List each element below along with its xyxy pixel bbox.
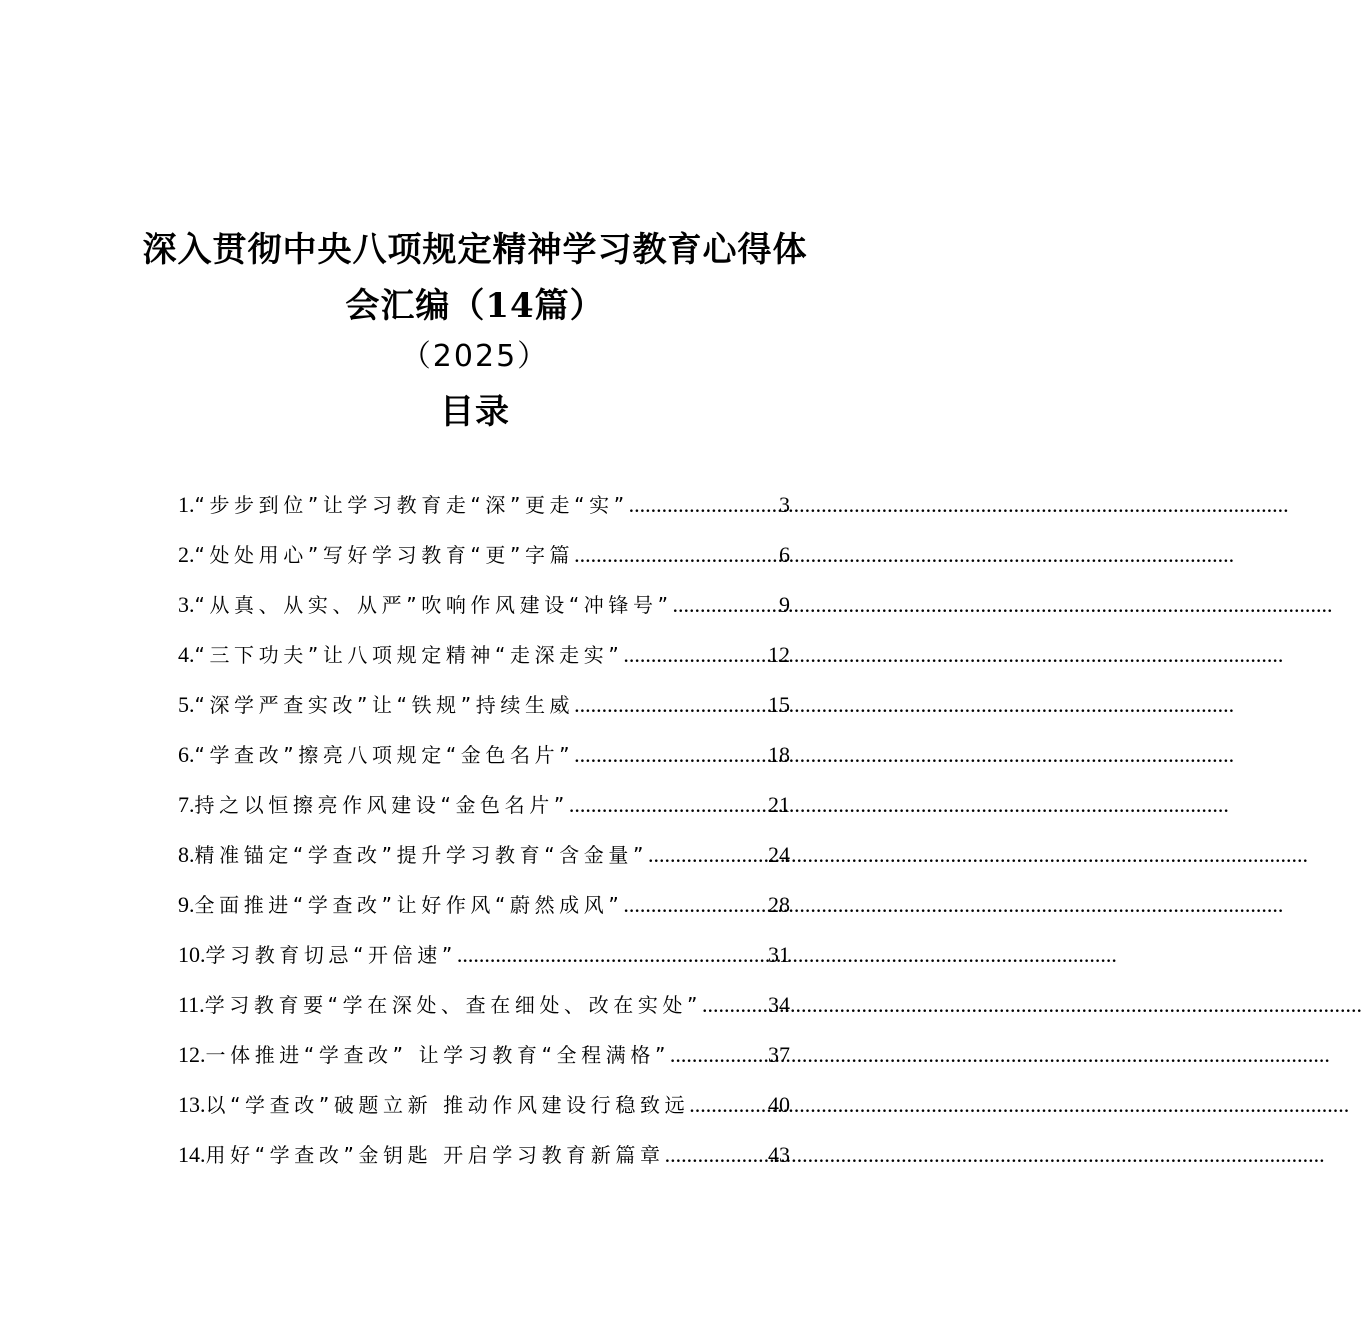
toc-entry-title: “从真、从实、从严”吹响作风建设“冲锋号” (194, 593, 673, 617)
toc-entry-page: 43 (768, 1142, 790, 1167)
toc-entry-3[interactable] (178, 580, 790, 630)
toc-entry-page: 3 (779, 492, 790, 517)
table-of-contents (178, 480, 790, 1180)
toc-entry-title: “学查改”擦亮八项规定“金色名片” (194, 743, 575, 767)
toc-leader-dots (574, 730, 768, 780)
toc-entry-10[interactable] (178, 930, 790, 980)
toc-entry-title: 持之以恒擦亮作风建设“金色名片” (194, 793, 569, 817)
toc-entry-number: 14. (178, 1142, 206, 1167)
toc-entry-number: 7. (178, 792, 195, 817)
toc-entry-title: 精准锚定“学查改”提升学习教育“含金量” (194, 843, 648, 867)
toc-entry-title: 以“学查改”破题立新 推动作风建设行稳致远 (205, 1093, 690, 1117)
toc-entry-title: 全面推进“学查改”让好作风“蔚然成风” (194, 893, 624, 917)
toc-entry-page: 9 (779, 592, 790, 617)
toc-entry-page: 24 (768, 842, 790, 867)
document-title-line2: 会汇编（14篇） (345, 286, 605, 326)
toc-entry-page: 18 (768, 742, 790, 767)
document-title-line1: 深入贯彻中央八项规定精神学习教育心得体 (142, 230, 808, 270)
toc-entry-9[interactable] (178, 880, 790, 930)
toc-entry-title: 用好“学查改”金钥匙 开启学习教育新篇章 (205, 1143, 665, 1167)
toc-entry-number: 1. (178, 492, 195, 517)
toc-entry-2[interactable] (178, 530, 790, 580)
toc-entry-13[interactable] (178, 1080, 790, 1130)
toc-leader-dots (665, 1130, 768, 1180)
toc-entry-page: 21 (768, 792, 790, 817)
toc-leader-dots (574, 530, 779, 580)
document-year: （2025） (400, 339, 550, 374)
toc-entry-12[interactable] (178, 1030, 790, 1080)
toc-entry-11[interactable] (178, 980, 790, 1030)
toc-entry-number: 5. (178, 692, 195, 717)
toc-entry-number: 6. (178, 742, 195, 767)
toc-leader-dots (670, 1030, 768, 1080)
toc-leader-dots (457, 930, 768, 980)
toc-entry-title: “三下功夫”让八项规定精神“走深走实” (194, 643, 624, 667)
toc-entry-7[interactable] (178, 780, 790, 830)
toc-leader-dots (623, 630, 768, 680)
toc-entry-number: 9. (178, 892, 195, 917)
toc-entry-page: 15 (768, 692, 790, 717)
toc-leader-dots (629, 480, 779, 530)
toc-entry-5[interactable] (178, 680, 790, 730)
toc-leader-dots (574, 680, 768, 730)
toc-heading: 目录 (440, 392, 510, 432)
toc-leader-dots (569, 780, 768, 830)
toc-entry-14[interactable] (178, 1130, 790, 1180)
toc-entry-page: 28 (768, 892, 790, 917)
toc-entry-number: 13. (178, 1092, 206, 1117)
toc-entry-title: 学习教育要“学在深处、查在细处、改在实处” (204, 993, 703, 1017)
toc-entry-title: 学习教育切忌“开倍速” (205, 943, 457, 967)
toc-entry-title: “步步到位”让学习教育走“深”更走“实” (194, 493, 629, 517)
toc-entry-1[interactable] (178, 480, 790, 530)
toc-leader-dots (648, 830, 768, 880)
toc-entry-page: 6 (779, 542, 790, 567)
toc-entry-number: 8. (178, 842, 195, 867)
toc-entry-number: 4. (178, 642, 195, 667)
toc-entry-number: 11. (178, 992, 205, 1017)
toc-leader-dots (689, 1080, 768, 1130)
toc-leader-dots (623, 880, 768, 930)
toc-entry-8[interactable] (178, 830, 790, 880)
toc-entry-title: 一体推进“学查改” 让学习教育“全程满格” (205, 1043, 670, 1067)
toc-leader-dots (702, 980, 768, 1030)
toc-entry-4[interactable] (178, 630, 790, 680)
toc-entry-page: 31 (768, 942, 790, 967)
toc-entry-page: 40 (768, 1092, 790, 1117)
toc-entry-number: 2. (178, 542, 195, 567)
title-block (0, 222, 950, 440)
toc-entry-6[interactable] (178, 730, 790, 780)
toc-entry-title: “深学严查实改”让“铁规”持续生威 (194, 693, 575, 717)
toc-entry-number: 10. (178, 942, 206, 967)
toc-entry-page: 34 (768, 992, 790, 1017)
toc-entry-number: 3. (178, 592, 195, 617)
toc-entry-number: 12. (178, 1042, 206, 1067)
toc-leader-dots (673, 580, 779, 630)
toc-entry-page: 12 (768, 642, 790, 667)
toc-entry-page: 37 (768, 1042, 790, 1067)
toc-entry-title: “处处用心”写好学习教育“更”字篇 (194, 543, 575, 567)
